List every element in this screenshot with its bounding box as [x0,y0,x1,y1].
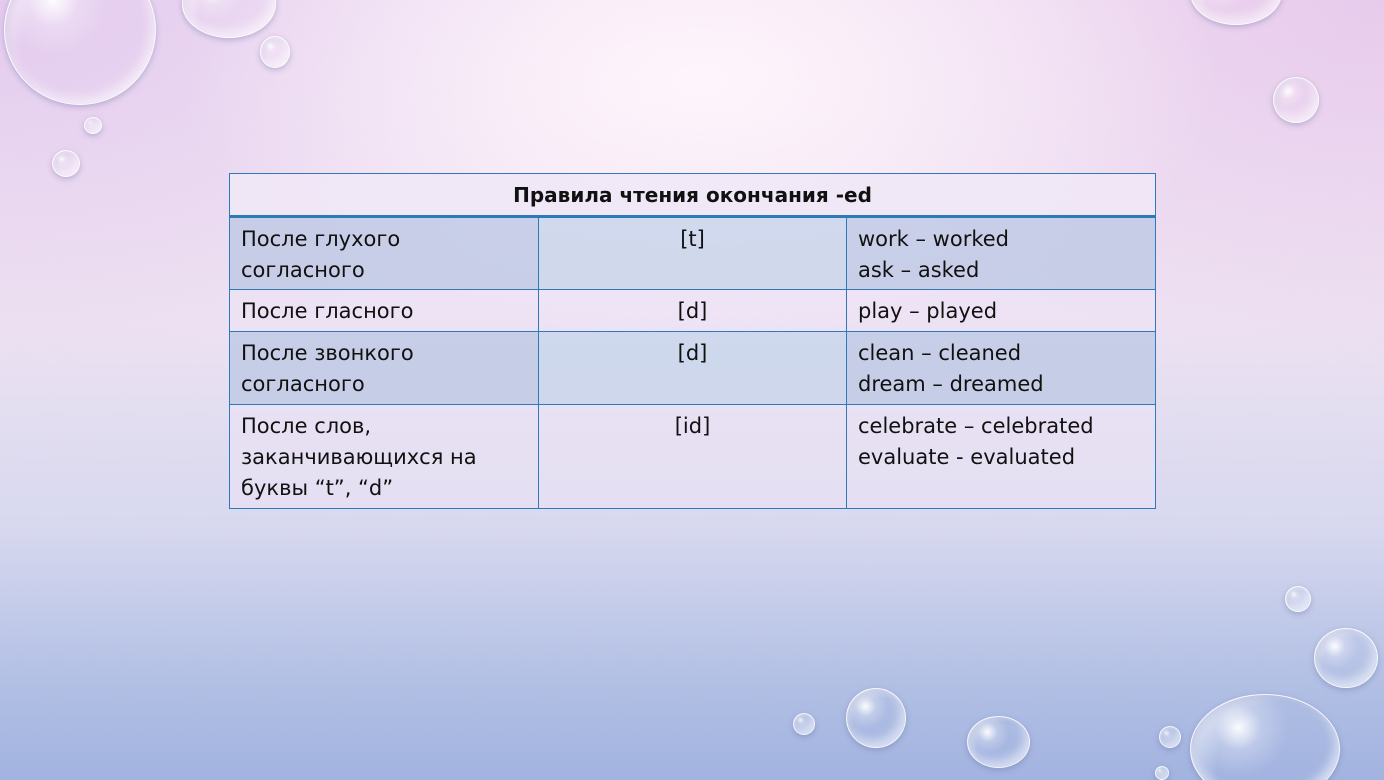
water-drop-decoration [1190,0,1282,25]
water-drop-decoration [846,688,906,748]
rule-cell: После звонкого согласного [230,332,539,405]
examples-cell [847,405,1156,509]
sound-cell: [id] [539,405,847,509]
examples-cell [847,332,1156,405]
water-drop-decoration [793,713,815,735]
water-drop-decoration [1273,77,1319,123]
sound-cell: [t] [539,217,847,290]
sound-cell: [d] [539,290,847,332]
water-drop-decoration [1314,628,1378,688]
example-text: play – played [858,299,998,323]
water-drop-decoration [84,117,102,134]
ed-reading-rules-table [229,173,1156,509]
ed-reading-rules-table-container [229,173,1155,509]
table-header-row [230,174,1156,217]
sound-cell: [d] [539,332,847,405]
example-text: ask – asked [858,258,980,282]
rule-cell: После гласного [230,290,539,332]
example-text: dream – dreamed [858,372,1044,396]
water-drop-decoration [260,36,290,68]
water-drop-decoration [4,0,156,105]
example-text: celebrate – celebrated [858,414,1094,438]
table-row [230,290,1156,332]
example-text: clean – cleaned [858,341,1022,365]
table-title: Правила чтения окончания -ed [230,174,1156,217]
examples-cell [847,217,1156,290]
water-drop-decoration [1159,726,1181,748]
example-text: evaluate - evaluated [858,445,1076,469]
water-drop-decoration [1155,766,1169,780]
rule-cell: После глухого согласного [230,217,539,290]
water-drop-decoration [967,716,1030,768]
water-drop-decoration [1190,694,1340,780]
table-row [230,217,1156,290]
table-row [230,405,1156,509]
table-row [230,332,1156,405]
rule-cell: После слов, заканчивающихся на буквы “t”, “d” [230,405,539,509]
example-text: work – worked [858,227,1009,251]
water-drop-decoration [52,150,80,177]
examples-cell [847,290,1156,332]
water-drop-decoration [182,0,276,38]
water-drop-decoration [1285,586,1311,612]
